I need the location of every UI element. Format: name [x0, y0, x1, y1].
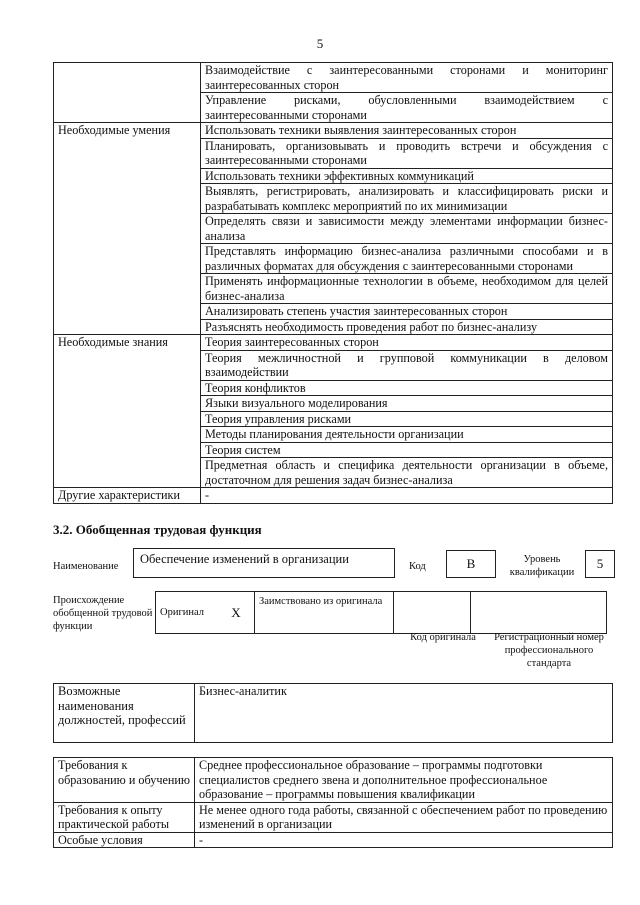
positions-key: Возможные наименования должностей, профессий [54, 684, 195, 743]
row-value: Теория заинтересованных сторон [201, 335, 613, 351]
row-value: Языки визуального моделирования [201, 396, 613, 412]
requirement-value: - [195, 832, 613, 848]
row-value: Представлять информацию бизнес-анализа различными способами и в различных форматах для обсуждения с заинтересованными сторонами [201, 244, 613, 274]
row-value: Теория управления рисками [201, 411, 613, 427]
row-value: Теория межличностной и групповой коммуникации в деловом взаимодействии [201, 350, 613, 380]
table-row [54, 335, 613, 351]
row-value: Планировать, организовывать и проводить встречи и обсуждения с заинтересованными сторонами [201, 138, 613, 168]
row-value: Теория конфликтов [201, 380, 613, 396]
code-box [446, 550, 496, 578]
level-value: 5 [596, 556, 604, 571]
code-label: Код [409, 561, 426, 572]
requirement-value: Не менее одного года работы, связанной с обеспечением работ по проведению изменений в организации [195, 802, 613, 832]
origin-grid [155, 591, 607, 634]
table-row [54, 123, 613, 139]
code-original-cell [394, 592, 471, 634]
level-box [585, 550, 615, 578]
requirement-key: Требования к опыту практической работы [54, 802, 195, 832]
origin-label: Происхождение обобщенной трудовой функции [53, 595, 153, 632]
row-key: Необходимые знания [54, 335, 201, 488]
row-value: Теория систем [201, 442, 613, 458]
table-row [54, 802, 613, 832]
code-original-label: Код оригинала [410, 632, 476, 643]
requirement-key: Требования к образованию и обучению [54, 758, 195, 803]
row-value: Взаимодействие с заинтересованными сторонами и мониторинг заинтересованных сторон [201, 63, 613, 93]
row-value: Методы планирования деятельности организации [201, 427, 613, 443]
table-row [54, 758, 613, 803]
level-label: Уровень квалификации [509, 554, 575, 578]
row-value: Разъяснять необходимость проведения работ по бизнес-анализу [201, 319, 613, 335]
name-label: Наименование [53, 561, 119, 572]
row-key: Другие характеристики [54, 488, 201, 504]
code-value: B [466, 556, 476, 571]
row-value: Применять информационные технологии в объеме, необходимом для целей бизнес-анализа [201, 274, 613, 304]
function-name-value: Обеспечение изменений в организации [140, 552, 349, 566]
row-value: Выявлять, регистрировать, анализировать и классифицировать риски и разрабатывать комплекс мероприятий по их минимизации [201, 184, 613, 214]
row-value: - [201, 488, 613, 504]
table-row [54, 832, 613, 848]
positions-value: Бизнес-аналитик [195, 684, 613, 743]
positions-table [53, 683, 613, 743]
reg-number-label: Регистрационный номер профессионального стандарта [494, 632, 604, 669]
reg-number-cell [471, 592, 607, 634]
row-value: Анализировать степень участия заинтересованных сторон [201, 304, 613, 320]
requirement-value: Среднее профессиональное образование – программы подготовки специалистов среднего звена и дополнительное профессиональное образование – программы повышения квалификации [195, 758, 613, 803]
row-value: Управление рисками, обусловленными взаимодействием с заинтересованными сторонами [201, 93, 613, 123]
row-key [54, 63, 201, 123]
requirement-key: Особые условия [54, 832, 195, 848]
table-row [54, 63, 613, 93]
function-name-box [133, 548, 395, 578]
row-value: Использовать техники эффективных коммуникаций [201, 168, 613, 184]
section-title: 3.2. Обобщенная трудовая функция [53, 522, 262, 537]
row-value: Использовать техники выявления заинтересованных сторон [201, 123, 613, 139]
row-value: Определять связи и зависимости между элементами информации бизнес-анализа [201, 214, 613, 244]
borrowed-label: Заимствовано из оригинала [255, 592, 394, 634]
requirements-table [53, 757, 613, 848]
row-key: Необходимые умения [54, 123, 201, 335]
table-row [54, 488, 613, 504]
page-number: 5 [316, 36, 324, 51]
main-table [53, 62, 613, 504]
row-value: Предметная область и специфика деятельности организации в объеме, достаточном для решения задач бизнес-анализа [201, 458, 613, 488]
original-label: Оригинал [156, 592, 219, 634]
original-mark: X [218, 592, 255, 634]
